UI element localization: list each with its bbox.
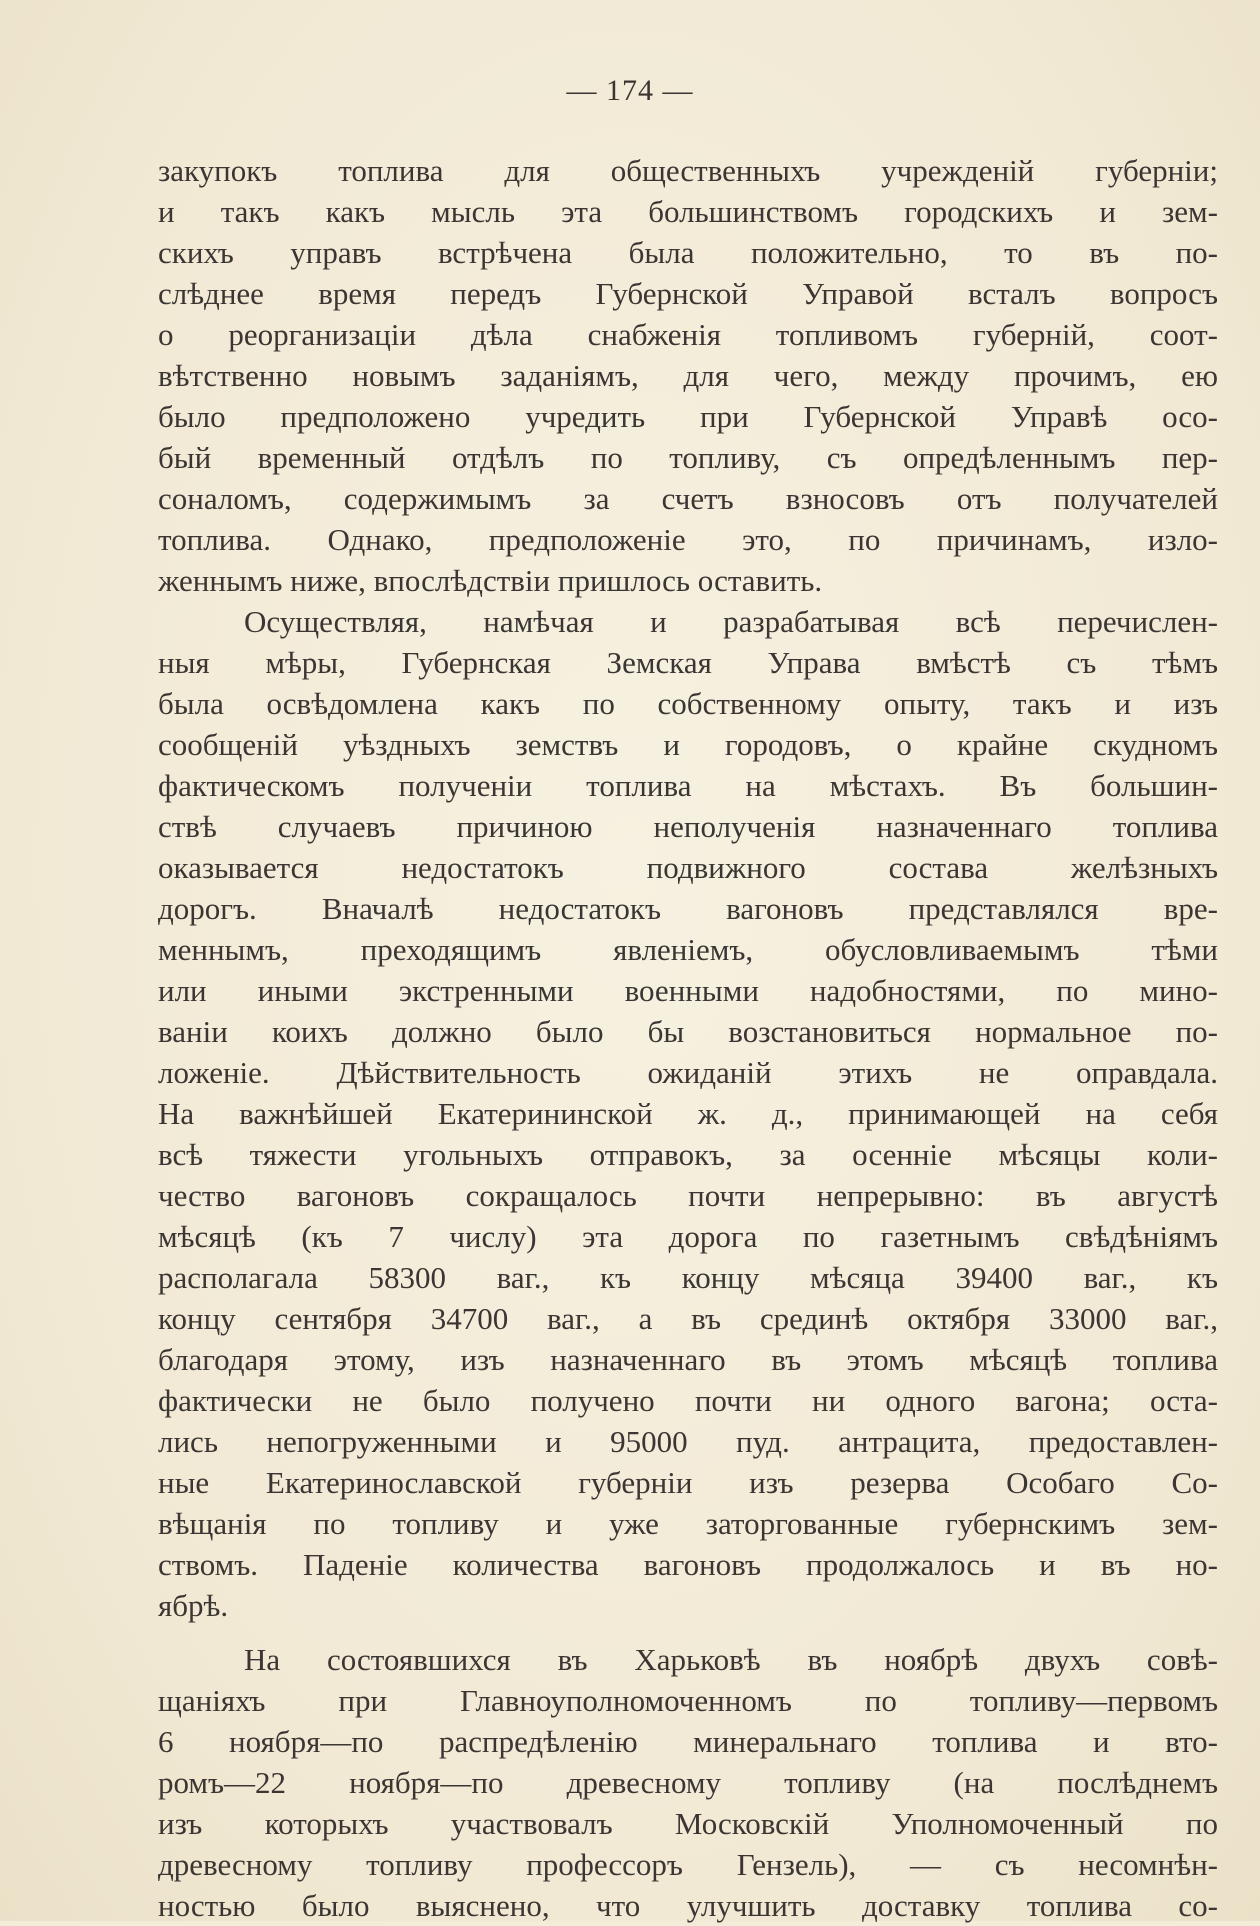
text-line: ябрѣ. xyxy=(158,1588,229,1623)
text-line: 6 ноября—по распредѣленію минеральнаго топлива и вто- xyxy=(158,1724,1218,1759)
paragraph-2 xyxy=(158,601,1218,1626)
text-line: о реорганизаціи дѣла снабженія топливомъ губерній, соот- xyxy=(158,317,1218,352)
text-line: фактически не было получено почти ни одного вагона; оста- xyxy=(158,1383,1218,1418)
text-line: или иными экстренными военными надобностями, по мино- xyxy=(158,973,1218,1008)
text-line: и такъ какъ мысль эта большинствомъ городскихъ и зем- xyxy=(158,194,1218,229)
text-line: изъ которыхъ участвовалъ Московскій Уполномоченный по xyxy=(158,1806,1218,1841)
text-line: слѣднее время передъ Губернской Управой всталъ вопросъ xyxy=(158,276,1218,311)
text-line: скихъ управъ встрѣчена была положительно, то въ по- xyxy=(158,235,1218,270)
text-line: располагала 58300 ваг., къ концу мѣсяца 39400 ваг., къ xyxy=(158,1260,1218,1295)
text-line: ностью было выяснено, что улучшить доставку топлива со- xyxy=(158,1888,1218,1923)
text-line: На состоявшихся въ Харьковѣ въ ноябрѣ двухъ совѣ- xyxy=(244,1642,1218,1677)
text-line: фактическомъ полученіи топлива на мѣстахъ. Въ большин- xyxy=(158,768,1218,803)
text-line: древесному топливу профессоръ Гензель), — съ несомнѣн- xyxy=(158,1847,1218,1882)
text-line: На важнѣйшей Екатерининской ж. д., принимающей на себя xyxy=(158,1096,1218,1131)
text-line: дорогъ. Вначалѣ недостатокъ вагоновъ представлялся вре- xyxy=(158,891,1218,926)
text-line: чество вагоновъ сокращалось почти непрерывно: въ августѣ xyxy=(158,1178,1218,1213)
text-line: была освѣдомлена какъ по собственному опыту, такъ и изъ xyxy=(158,686,1218,721)
text-line: ствомъ. Паденіе количества вагоновъ продолжалось и въ но- xyxy=(158,1547,1218,1582)
text-line: закупокъ топлива для общественныхъ учрежденій губерніи; xyxy=(158,153,1218,188)
text-line: ложеніе. Дѣйствительность ожиданій этихъ не оправдала. xyxy=(158,1055,1218,1090)
text-line: меннымъ, преходящимъ явленіемъ, обусловливаемымъ тѣми xyxy=(158,932,1218,967)
text-line: щаніяхъ при Главноуполномоченномъ по топливу—первомъ xyxy=(158,1683,1218,1718)
text-line: было предположено учредить при Губернской Управѣ осо- xyxy=(158,399,1218,434)
text-line: соналомъ, содержимымъ за счетъ взносовъ отъ получателей xyxy=(158,481,1218,516)
paragraph-1 xyxy=(158,150,1218,601)
text-line: мѣсяцѣ (къ 7 числу) эта дорога по газетнымъ свѣдѣніямъ xyxy=(158,1219,1218,1254)
body-text xyxy=(158,150,1218,1926)
text-line: ствѣ случаевъ причиною неполученія назначеннаго топлива xyxy=(158,809,1218,844)
text-line: вѣщанія по топливу и уже заторгованные губернскимъ зем- xyxy=(158,1506,1218,1541)
text-line: топлива. Однако, предположеніе это, по причинамъ, изло- xyxy=(158,522,1218,557)
paragraph-3 xyxy=(158,1639,1218,1926)
text-line: оказывается недостатокъ подвижного состава желѣзныхъ xyxy=(158,850,1218,885)
text-line: лись непогруженными и 95000 пуд. антрацита, предоставлен- xyxy=(158,1424,1218,1459)
text-line: ные Екатеринославской губерніи изъ резерва Особаго Со- xyxy=(158,1465,1218,1500)
text-line: бый временный отдѣлъ по топливу, съ опредѣленнымъ пер- xyxy=(158,440,1218,475)
text-line: всѣ тяжести угольныхъ отправокъ, за осенніе мѣсяцы коли- xyxy=(158,1137,1218,1172)
text-line: Осуществляя, намѣчая и разрабатывая всѣ перечислен- xyxy=(244,604,1218,639)
text-line: сообщеній уѣздныхъ земствъ и городовъ, о крайне скудномъ xyxy=(158,727,1218,762)
text-line: вѣтственно новымъ заданіямъ, для чего, между прочимъ, ею xyxy=(158,358,1218,393)
paragraph-spacer xyxy=(158,1626,1218,1639)
text-line: концу сентября 34700 ваг., а въ срединѣ октября 33000 ваг., xyxy=(158,1301,1218,1336)
text-line: ваніи коихъ должно было бы возстановиться нормальное по- xyxy=(158,1014,1218,1049)
text-line: ныя мѣры, Губернская Земская Управа вмѣстѣ съ тѣмъ xyxy=(158,645,1218,680)
page-number: — 174 — xyxy=(566,74,694,107)
text-line: женнымъ ниже, впослѣдствіи пришлось оставить. xyxy=(158,563,823,598)
text-line: ромъ—22 ноября—по древесному топливу (на послѣднемъ xyxy=(158,1765,1218,1800)
text-line: благодаря этому, изъ назначеннаго въ этомъ мѣсяцѣ топлива xyxy=(158,1342,1218,1377)
